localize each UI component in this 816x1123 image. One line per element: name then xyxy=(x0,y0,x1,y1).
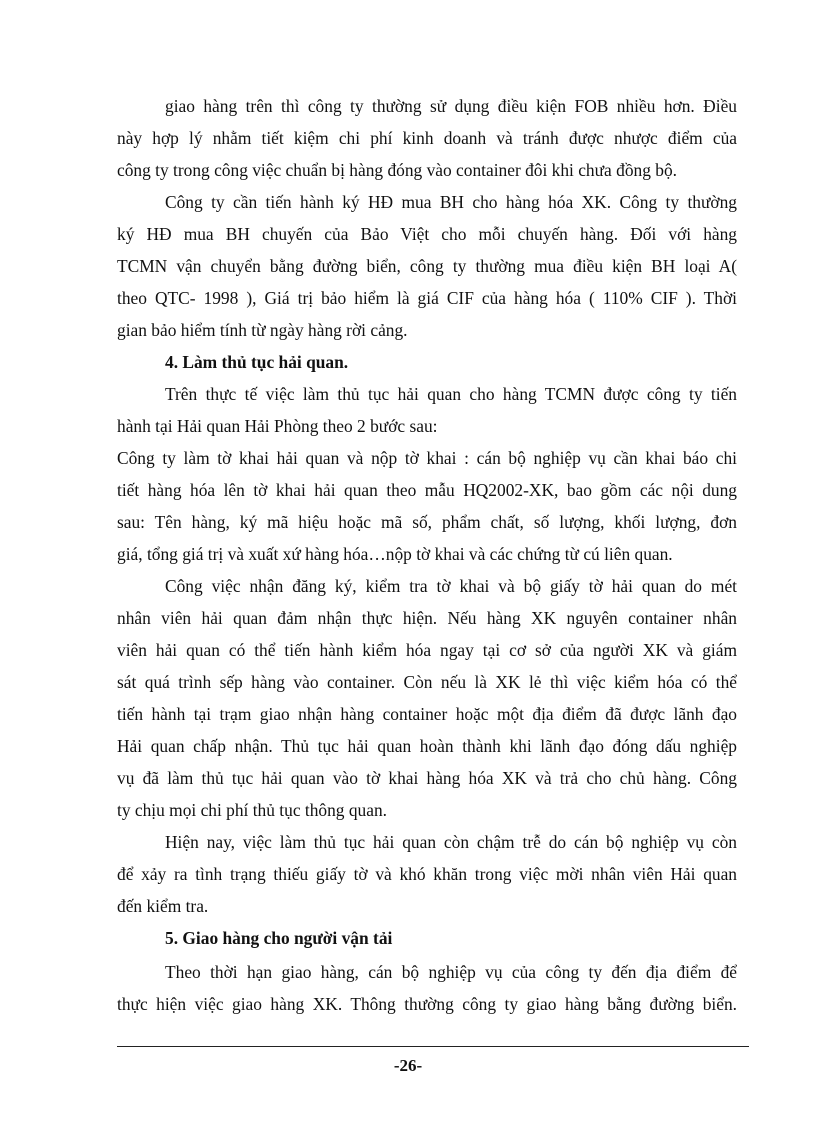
paragraph-line: Công ty làm tờ khai hải quan và nộp tờ khai : cán bộ nghiệp vụ cần khai báo chi xyxy=(117,448,737,468)
section-heading: 5. Giao hàng cho người vận tải xyxy=(165,928,393,948)
paragraph-line: Công ty cần tiến hành ký HĐ mua BH cho hàng hóa XK. Công ty thường xyxy=(165,192,737,212)
paragraph-line: theo QTC- 1998 ), Giá trị bảo hiểm là giá CIF của hàng hóa ( 110% CIF ). Thời xyxy=(117,288,737,308)
paragraph-line: TCMN vận chuyển bằng đường biển, công ty thường mua điều kiện BH loại A( xyxy=(117,256,737,276)
paragraph-line: đến kiểm tra. xyxy=(117,896,209,916)
paragraph-line: viên hải quan có thể tiến hành kiểm hóa ngay tại cơ sở của người XK và giám xyxy=(117,640,737,660)
paragraph-line: thực hiện việc giao hàng XK. Thông thường công ty giao hàng bằng đường biển. xyxy=(117,994,737,1014)
paragraph-line: công ty trong công việc chuẩn bị hàng đóng vào container đôi khi chưa đồng bộ. xyxy=(117,160,677,180)
paragraph-line: Hiện nay, việc làm thủ tục hải quan còn chậm trễ do cán bộ nghiệp vụ còn xyxy=(165,832,737,852)
paragraph-line: ty chịu mọi chi phí thủ tục thông quan. xyxy=(117,800,388,820)
paragraph-line: hành tại Hải quan Hải Phòng theo 2 bước sau: xyxy=(117,416,438,436)
paragraph-line: tiến hành tại trạm giao nhận hàng container hoặc một địa điểm đã được lãnh đạo xyxy=(117,704,737,724)
paragraph-line: Theo thời hạn giao hàng, cán bộ nghiệp vụ của công ty đến địa điểm để xyxy=(165,962,737,982)
section-heading: 4. Làm thủ tục hải quan. xyxy=(165,352,349,372)
paragraph-line: giao hàng trên thì công ty thường sử dụng điều kiện FOB nhiều hơn. Điều xyxy=(165,96,737,116)
paragraph-line: này hợp lý nhằm tiết kiệm chi phí kinh doanh và tránh được nhược điểm của xyxy=(117,128,737,148)
paragraph-line: Hải quan chấp nhận. Thủ tục hải quan hoàn thành khi lãnh đạo đóng dấu nghiệp xyxy=(117,736,737,756)
paragraph-line: Trên thực tế việc làm thủ tục hải quan cho hàng TCMN được công ty tiến xyxy=(165,384,737,404)
footer-divider xyxy=(117,1046,749,1047)
paragraph-line: ký HĐ mua BH chuyến của Bảo Việt cho mỗi chuyến hàng. Đối với hàng xyxy=(117,224,737,244)
paragraph-line: tiết hàng hóa lên tờ khai hải quan theo mẫu HQ2002-XK, bao gồm các nội dung xyxy=(117,480,737,500)
paragraph-line: Công việc nhận đăng ký, kiểm tra tờ khai và bộ giấy tờ hải quan do mét xyxy=(165,576,737,596)
paragraph-line: gian bảo hiểm tính từ ngày hàng rời cảng. xyxy=(117,320,408,340)
paragraph-line: để xảy ra tình trạng thiếu giấy tờ và khó khăn trong việc mời nhân viên Hải quan xyxy=(117,864,737,884)
paragraph-line: sát quá trình sếp hàng vào container. Còn nếu là XK lẻ thì việc kiểm hóa có thể xyxy=(117,672,737,692)
paragraph-line: giá, tổng giá trị và xuất xứ hàng hóa…nộp tờ khai và các chứng từ cú liên quan. xyxy=(117,544,673,564)
page-number: -26- xyxy=(393,1056,423,1075)
paragraph-line: sau: Tên hàng, ký mã hiệu hoặc mã số, phẩm chất, số lượng, khối lượng, đơn xyxy=(117,512,737,532)
paragraph-line: vụ đã làm thủ tục hải quan vào tờ khai hàng hóa XK và trả cho chủ hàng. Công xyxy=(117,768,737,788)
paragraph-line: nhân viên hải quan đảm nhận thực hiện. Nếu hàng XK nguyên container nhân xyxy=(117,608,737,628)
